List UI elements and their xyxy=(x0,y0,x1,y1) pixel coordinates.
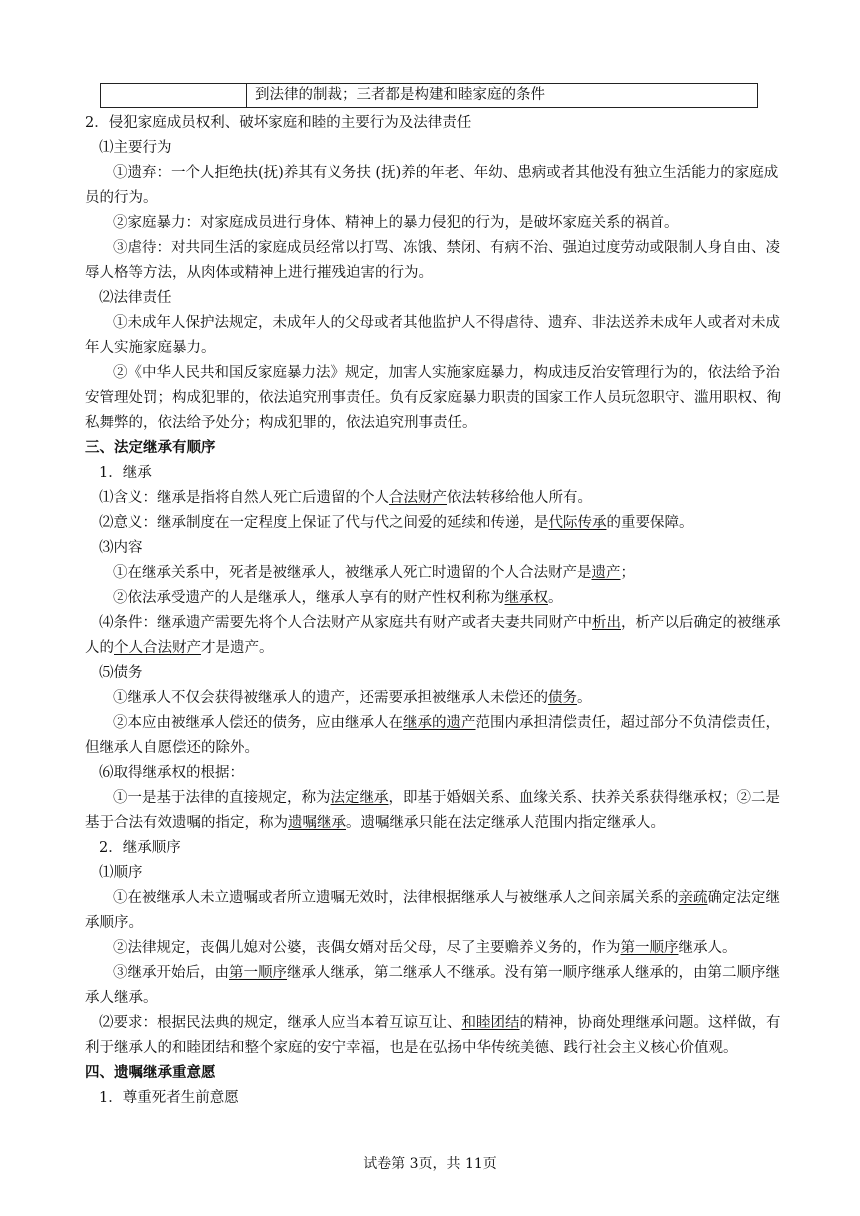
para-debts-1: ①继承人不仅会获得被继承人的遗产，还需要承担被继承人未偿还的债务。 xyxy=(113,690,592,706)
subheading-respect-wishes: 1．尊重死者生前意愿 xyxy=(99,1090,239,1106)
subheading-inheritance: 1．继承 xyxy=(99,465,152,481)
section-2-heading: 2．侵犯家庭成员权利、破坏家庭和睦的主要行为及法律责任 xyxy=(85,115,472,131)
para-minor-protection-law: ①未成年人保护法规定，未成年人的父母或者其他监护人不得虐待、遗弃、非法送养未成年人或者对未成年人实施家庭暴力。 xyxy=(85,315,780,356)
subheading-main-behaviors: ⑴主要行为 xyxy=(99,140,172,156)
table-cell-text: 到法律的制裁；三者都是构建和睦家庭的条件 xyxy=(255,87,545,103)
para-significance: ⑵意义：继承制度在一定程度上保证了代与代之间爱的延续和传递，是代际传承的重要保障。 xyxy=(99,515,694,531)
para-domestic-violence: ②家庭暴力：对家庭成员进行身体、精神上的暴力侵犯的行为，是破坏家庭关系的祸首。 xyxy=(113,215,679,231)
para-conditions: ⑷条件：继承遗产需要先将个人合法财产从家庭共有财产或者夫妻共同财产中析出，析产以后确定的被继承人的个人合法财产才是遗产。 xyxy=(85,615,781,656)
para-abandonment: ①遗弃：一个人拒绝扶(抚)养其有义务扶 (抚)养的年老、年幼、患病或者其他没有独立生活能力的家庭成员的行为。 xyxy=(85,165,779,206)
para-sequence-2: ②法律规定，丧偶儿媳对公婆，丧偶女婿对岳父母，尽了主要赡养义务的，作为第一顺序继承人。 xyxy=(113,940,737,956)
para-sequence-1: ①在被继承人未立遗嘱或者所立遗嘱无效时，法律根据继承人与被继承人之间亲属关系的亲疏确定法定继承顺序。 xyxy=(85,890,780,931)
subheading-content: ⑶内容 xyxy=(99,540,143,556)
subheading-debts: ⑸债务 xyxy=(99,665,143,681)
para-definition: ⑴含义：继承是指将自然人死亡后遗留的个人合法财产依法转移给他人所有。 xyxy=(99,490,592,506)
subheading-basis: ⑹取得继承权的根据： xyxy=(99,765,244,781)
para-anti-domestic-violence-law: ②《中华人民共和国反家庭暴力法》规定，加害人实施家庭暴力，构成违反治安管理行为的，依法给予治安管理处罚；构成犯罪的，依法追究刑事责任。负有反家庭暴力职责的国家工作人员玩忽职守、滥用职权、徇私舞弊的，依法给予处分；构成犯罪的，依法追究刑事责任。 xyxy=(85,365,781,431)
para-requirements: ⑵要求：根据民法典的规定，继承人应当本着互谅互让、和睦团结的精神，协商处理继承问题。这样做，有利于继承人的和睦团结和整个家庭的安宁幸福，也是在弘扬中华传统美德、践行社会主义核心价值观。 xyxy=(85,1015,781,1056)
para-basis: ①一是基于法律的直接规定，称为法定继承，即基于婚姻关系、血缘关系、扶养关系获得继承权；②二是基于合法有效遗嘱的指定，称为遗嘱继承。遗嘱继承只能在法定继承人范围内指定继承人。 xyxy=(85,790,780,831)
para-estate: ①在继承关系中，死者是被继承人，被继承人死亡时遗留的个人合法财产是遗产； xyxy=(113,565,635,581)
para-sequence-3: ③继承开始后，由第一顺序继承人继承，第二继承人不继承。没有第一顺序继承人继承的，由第二顺序继承人继承。 xyxy=(85,965,780,1006)
para-right-of-inheritance: ②依法承受遗产的人是继承人，继承人享有的财产性权利称为继承权。 xyxy=(113,590,563,606)
subheading-sequence: ⑴顺序 xyxy=(99,865,143,881)
table-cell-empty xyxy=(101,84,247,107)
document-body xyxy=(85,111,785,1111)
subheading-legal-liability: ⑵法律责任 xyxy=(99,290,172,306)
table-last-row xyxy=(100,83,758,108)
para-abuse: ③虐待：对共同生活的家庭成员经常以打骂、冻饿、禁闭、有病不治、强迫过度劳动或限制人身自由、凌辱人格等方法，从肉体或精神上进行摧残迫害的行为。 xyxy=(85,240,780,281)
subheading-order: 2．继承顺序 xyxy=(99,840,181,856)
para-debts-2: ②本应由被继承人偿还的债务，应由继承人在继承的遗产范围内承担清偿责任，超过部分不负清偿责任，但继承人自愿偿还的除外。 xyxy=(85,715,780,756)
heading-testamentary-inheritance: 四、遗嘱继承重意愿 xyxy=(85,1065,216,1081)
page-footer: 试卷第 3页，共 11页 xyxy=(363,1156,497,1172)
heading-statutory-inheritance: 三、法定继承有顺序 xyxy=(85,440,216,456)
